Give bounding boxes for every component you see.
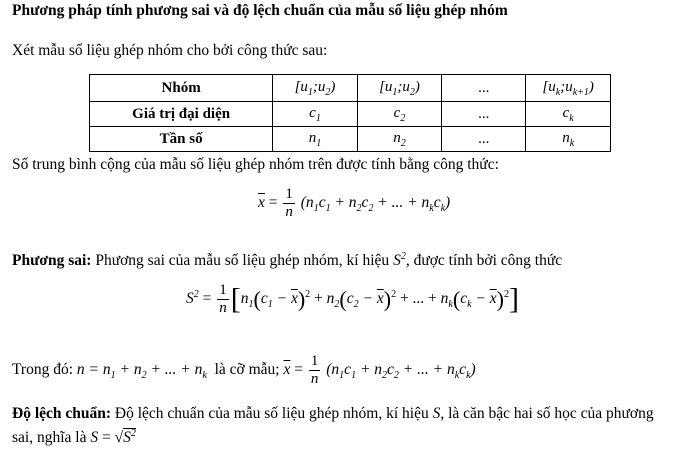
- freq-cell-1: $n_1$: [273, 127, 357, 152]
- group-cell-ellipsis: ...: [442, 75, 526, 102]
- stddev-label: Độ lệch chuẩn:: [12, 405, 112, 422]
- variance-text: Phương sai của mẫu số liệu ghép nhóm, kí hiệu: [95, 252, 390, 270]
- stddev-text: Độ lệch chuẩn của mẫu số liệu ghép nhóm, kí hiệu: [114, 405, 429, 422]
- stddev-symbol: S: [432, 405, 441, 422]
- value-cell-1: $c_1$: [273, 102, 357, 127]
- where-label: Trong đó:: [12, 361, 74, 379]
- sample-size-formula: $n = n_1 + n_2$ + ... + $n_k$: [76, 361, 207, 382]
- variance-text-2: , được tính bởi công thức: [405, 252, 563, 270]
- header-value: Giá trị đại diện: [90, 102, 273, 127]
- table-row: [90, 102, 611, 127]
- group-cell-k: $[u_k;u_{k+1})$: [526, 75, 611, 102]
- freq-cell-2: $n_2$: [357, 127, 441, 152]
- mean-formula: $\overline{x}$ = $\frac{1}{n}$ ($n_1c_1 + n_2c_2$ + ... + $n_kc_k$): [258, 186, 451, 220]
- variance-label: Phương sai:: [12, 252, 92, 270]
- value-cell-k: $c_k$: [526, 102, 611, 127]
- variance-symbol: $S^2$: [393, 251, 406, 270]
- mean-description: Số trung bình cộng của mẫu số liệu ghép nhóm trên được tính bằng công thức:: [12, 156, 499, 173]
- value-cell-2: $c_2$: [357, 102, 441, 127]
- stddev-text-2: , là căn bậc hai số học của phương: [440, 405, 654, 422]
- where-line: Trong đó: $n = n_1 + n_2$ + ... + $n_k$ là cỡ mẫu; $\overline{x}$ = $\frac{1}{n}$ ($n_1c_1 + n_2c_2$ + ... + $n_kc_k$): [12, 353, 476, 387]
- freq-cell-ellipsis: ...: [442, 127, 526, 152]
- stddev-line-2: sai, nghĩa là $S = √S^2$: [12, 428, 136, 447]
- table-row: [90, 75, 611, 102]
- group-cell-2: $[u_1;u_2)$: [357, 75, 441, 102]
- stddev-line2-text: sai, nghĩa là: [12, 429, 87, 447]
- stddev-line: [12, 405, 654, 423]
- where-text: là cỡ mẫu;: [214, 361, 280, 379]
- intro-text: Xét mẫu số liệu ghép nhóm cho bởi công thức sau:: [12, 42, 328, 59]
- variance-line: [12, 251, 562, 270]
- grouped-data-table: [89, 74, 611, 152]
- variance-formula: $S^2$ = $\frac{1}{n}$ [$n_1(c_1 - \overline{x})^2 + n_2(c_2 - \overline{x})^2$ + ... + $n_k(c_k - \overline{x})^2$]: [186, 282, 519, 316]
- freq-cell-k: $n_k$: [526, 127, 611, 152]
- table-row: [90, 127, 611, 152]
- value-cell-ellipsis: ...: [442, 102, 526, 127]
- header-frequency: Tần số: [90, 127, 273, 152]
- group-cell-1: $[u_1;u_2)$: [273, 75, 357, 102]
- page-title: Phương pháp tính phương sai và độ lệch chuẩn của mẫu số liệu ghép nhóm: [12, 2, 508, 19]
- header-group: Nhóm: [90, 75, 273, 102]
